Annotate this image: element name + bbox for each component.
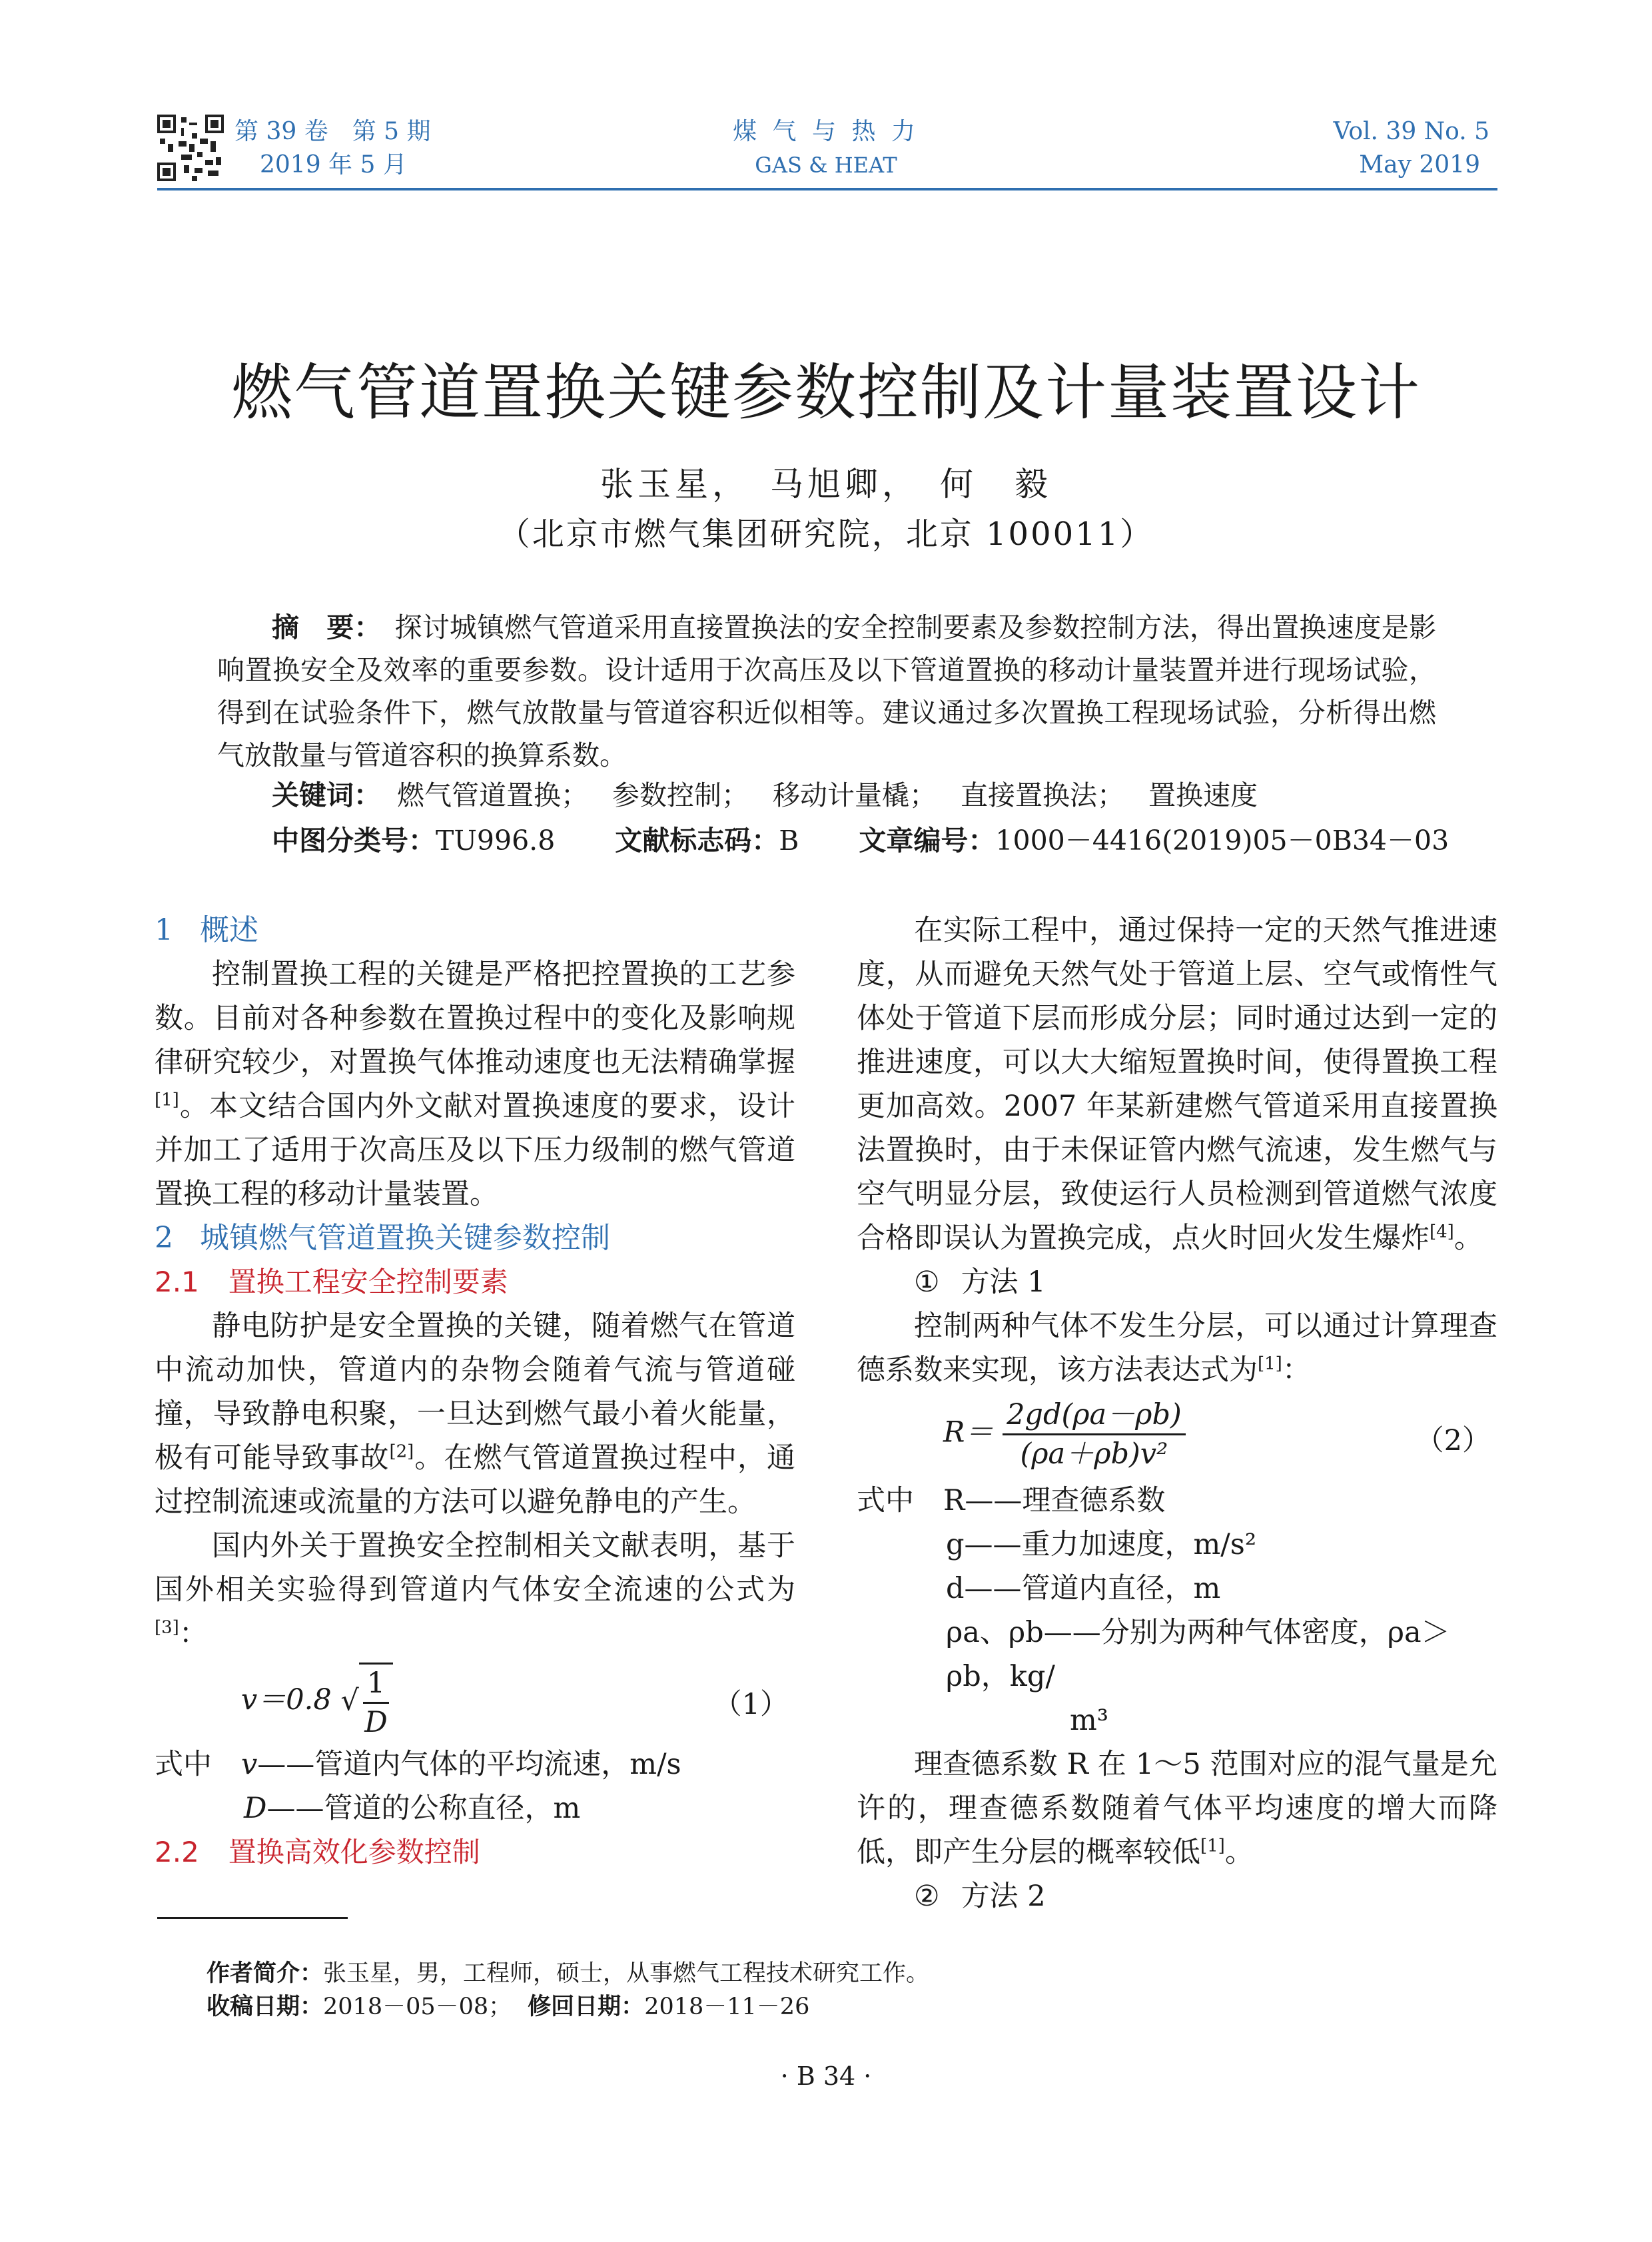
qr-code-icon — [157, 115, 224, 181]
section-2-heading: 2 城镇燃气管道置换关键参数控制 — [155, 1221, 610, 1255]
citation: [1] — [1258, 1353, 1282, 1374]
abstract-label: 摘 要： — [272, 611, 382, 643]
affiliation: （北京市燃气集团研究院，北京 100011） — [498, 516, 1154, 553]
paragraph: 在实际工程中，通过保持一定的天然气推进速度，从而避免天然气处于管道上层、空气或惰性气体处于管道下层而形成分层；同时通过达到一定的推进速度，可以大大缩短置换时间，使得置换工程更加高效。2007 年某新建燃气管道采用直接置换法置换时，由于未保证管内燃气流速，发生燃气与空气明显分层，致使运行人员检测到管道燃气浓度合格即误认为置换完成，点火时回火发生爆炸[4]。 — [857, 914, 1497, 1255]
sqrt-symbol: √ $\frac{1}{D}$ — [340, 1663, 393, 1741]
keyword: 直接置换法； — [961, 779, 1124, 811]
author-bio: 作者简介：张玉星，男，工程师，硕士，从事燃气工程技术研究工作。 — [206, 1960, 930, 1987]
paragraph: 理查德系数 R 在 1～5 范围对应的混气量是允许的，理查德系数随着气体平均速度的增大而降低，即产生分层的概率较低[1]。 — [857, 1748, 1497, 1869]
dates-line: 收稿日期：2018－05－08； 修回日期：2018－11－26 — [206, 1994, 810, 2020]
equation-1 — [155, 1656, 795, 1742]
eq2-denominator: (ρa＋ρb)v² — [1020, 1437, 1168, 1471]
journal-volume-en: Vol. 39 No. 5 — [1333, 118, 1489, 145]
eq1-lhs: v＝0.8 — [241, 1683, 332, 1716]
journal-name-cn: 煤 气 与 热 力 — [733, 118, 919, 145]
abstract — [217, 606, 1436, 777]
paper-title: 燃气管道置换关键参数控制及计量装置设计 — [230, 357, 1421, 428]
right-column — [857, 909, 1497, 1918]
citation: [1] — [1200, 1836, 1225, 1856]
journal-volume-issue: 第 39 卷 第 5 期 — [234, 118, 431, 145]
section-2-1-heading: 2.1 置换工程安全控制要素 — [155, 1266, 508, 1298]
authors: 张玉星， 马旭卿， 何 毅 — [600, 465, 1052, 504]
paragraph: 控制两种气体不发生分层，可以通过计算理查德系数来实现，该方法表达式为[1]： — [857, 1309, 1497, 1387]
method-2-heading: ② 方法 2 — [914, 1880, 1046, 1913]
journal-name-en: GAS & HEAT — [755, 153, 897, 178]
header-rule — [157, 188, 1497, 190]
keyword: 参数控制； — [612, 779, 749, 811]
method-1-heading: ① 方法 1 — [914, 1266, 1046, 1299]
classification-line — [272, 821, 1473, 861]
keywords-label: 关键词： — [272, 779, 381, 811]
keywords-line — [272, 775, 1282, 815]
doc-code-value: B — [779, 825, 799, 857]
citation: [2] — [389, 1441, 414, 1462]
citation: [3] — [155, 1617, 179, 1638]
doc-code-label: 文献标志码： — [615, 825, 779, 857]
equation-1-legend: 式中 v——管道内气体的平均流速，m/s D——管道的公称直径，m — [155, 1748, 681, 1825]
abstract-text: 探讨城镇燃气管道采用直接置换法的安全控制要素及参数控制方法，得出置换速度是影响置换安全及效率的重要参数。设计适用于次高压及以下管道置换的移动计量装置并进行现场试验，得到在试验条件下，燃气放散量与管道容积近似相等。建议通过多次置换工程现场试验，分析得出燃气放散量与管道容积的换算系数。 — [217, 611, 1437, 771]
clc-value: TU996.8 — [436, 825, 556, 857]
section-2-2-heading: 2.2 置换高效化参数控制 — [155, 1836, 480, 1868]
section-1-heading: 1 概述 — [155, 913, 258, 947]
footnote-rule — [157, 1917, 348, 1919]
clc-label: 中图分类号： — [272, 825, 436, 857]
article-no-label: 文章编号： — [859, 825, 996, 857]
paragraph: 国内外关于置换安全控制相关文献表明，基于国外相关实验得到管道内气体安全流速的公式为[3]： — [155, 1529, 795, 1651]
equation-number: （1） — [713, 1688, 789, 1721]
eq2-lhs: R＝ — [943, 1415, 994, 1449]
equation-2 — [857, 1392, 1497, 1479]
keyword: 移动计量橇； — [773, 779, 937, 811]
page-number: · B 34 · — [780, 2061, 872, 2091]
equation-number: （2） — [1415, 1424, 1491, 1457]
eq2-numerator: 2gd(ρa－ρb) — [1003, 1396, 1186, 1435]
citation: [1] — [155, 1090, 179, 1110]
keyword: 燃气管道置换； — [397, 779, 588, 811]
journal-date: 2019 年 5 月 — [260, 151, 407, 179]
citation: [4] — [1430, 1222, 1454, 1242]
left-column — [155, 909, 795, 1874]
paragraph: 静电防护是安全置换的关键，随着燃气在管道中流动加快，管道内的杂物会随着气流与管道碰撞，导致静电积聚，一旦达到燃气最小着火能量，极有可能导致事故[2]。在燃气管道置换过程中，通过控制流速或流量的方法可以避免静电的产生。 — [155, 1309, 796, 1519]
keyword: 置换速度 — [1148, 779, 1258, 811]
journal-date-en: May 2019 — [1359, 151, 1480, 179]
paragraph: 控制置换工程的关键是严格把控置换的工艺参数。目前对各种参数在置换过程中的变化及影响规律研究较少，对置换气体推动速度也无法精确掌握[1]。本文结合国内外文献对置换速度的要求，设计并加工了适用于次高压及以下压力级制的燃气管道置换工程的移动计量装置。 — [155, 958, 795, 1211]
equation-2-legend: 式中 R——理查德系数 g——重力加速度，m/s² d——管道内直径，m ρa、ρb——分别为两种气体密度，ρa＞ρb，kg/ m³ — [857, 1484, 1450, 1737]
article-no-value: 1000－4416(2019)05－0B34－03 — [995, 825, 1449, 857]
